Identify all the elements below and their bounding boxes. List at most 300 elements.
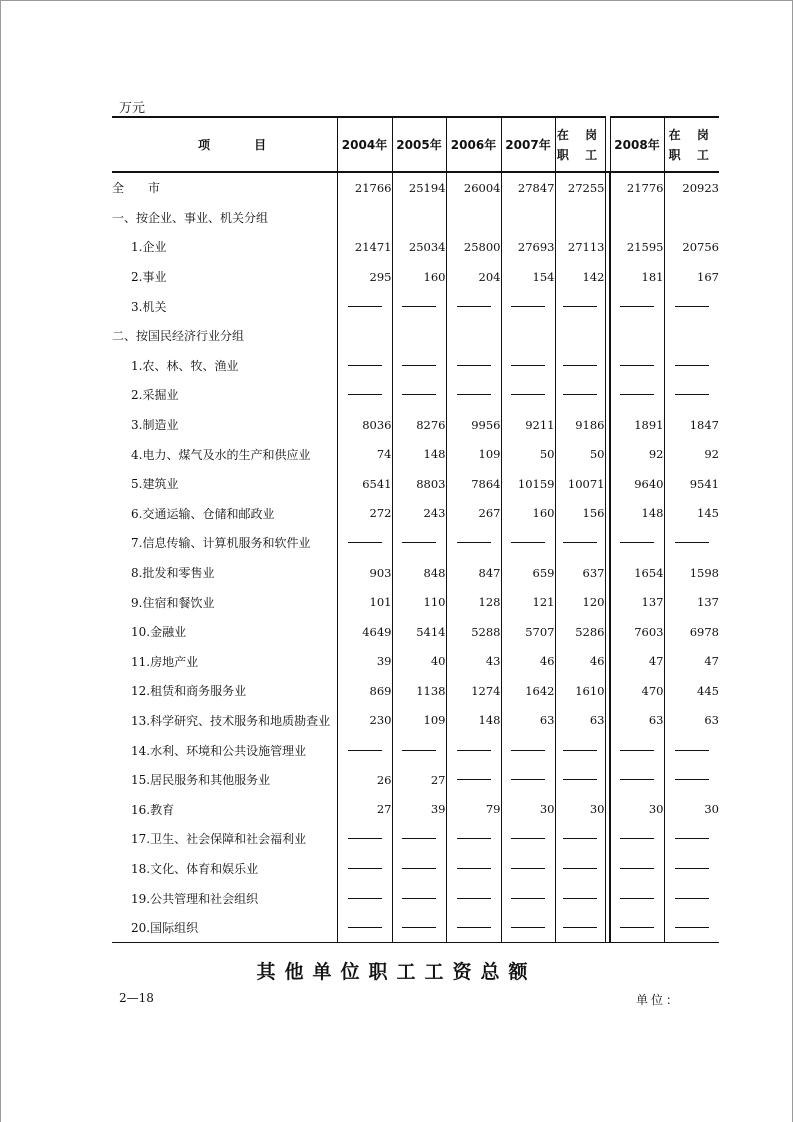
- cell-2006: 148: [446, 706, 501, 736]
- cell-2008-onpost: [664, 824, 719, 854]
- no-data-dash: [457, 394, 491, 395]
- cell-2008-onpost: [664, 883, 719, 913]
- no-data-dash: [511, 838, 545, 839]
- cell-2006: 7864: [446, 469, 501, 499]
- cell-2008-onpost: 1598: [664, 558, 719, 588]
- row-label: 6.交通运输、仓储和邮政业: [131, 506, 275, 521]
- cell-2006: 109: [446, 439, 501, 469]
- no-data-dash: [675, 542, 709, 543]
- no-data-dash: [675, 838, 709, 839]
- cell-2008-onpost: [664, 735, 719, 765]
- page-border-left: [0, 0, 1, 1122]
- cell-2008: 470: [610, 676, 664, 706]
- cell-2008: [610, 321, 664, 351]
- cell-2008-onpost: [664, 321, 719, 351]
- cell-2006: 9956: [446, 410, 501, 440]
- cell-2006: [446, 824, 501, 854]
- cell-2008: [610, 883, 664, 913]
- cell-2005: 110: [392, 587, 446, 617]
- cell-2004: [337, 380, 392, 410]
- cell-2008-onpost: 20923: [664, 172, 719, 203]
- cell-2004: 869: [337, 676, 392, 706]
- table-row: [112, 854, 719, 884]
- cell-2007: 154: [501, 262, 555, 292]
- cell-2005: [392, 321, 446, 351]
- cell-2006: [446, 321, 501, 351]
- row-label: 2.事业: [131, 270, 167, 285]
- header-2008-onpost-line1: 在 岗: [668, 127, 715, 142]
- cell-2007: 27693: [501, 232, 555, 262]
- cell-2005: [392, 380, 446, 410]
- cell-2006: [446, 291, 501, 321]
- cell-2005: 5414: [392, 617, 446, 647]
- cell-2007-onpost: [555, 913, 605, 943]
- no-data-dash: [620, 306, 654, 307]
- cell-2007-onpost: 142: [555, 262, 605, 292]
- cell-2008-onpost: 63: [664, 706, 719, 736]
- cell-2005: 25034: [392, 232, 446, 262]
- no-data-dash: [620, 365, 654, 366]
- table-row: [112, 203, 719, 233]
- cell-2008-onpost: [664, 765, 719, 795]
- cell-2006: 5288: [446, 617, 501, 647]
- cell-2004: 6541: [337, 469, 392, 499]
- no-data-dash: [620, 898, 654, 899]
- no-data-dash: [511, 898, 545, 899]
- table-row: [112, 794, 719, 824]
- cell-2008-onpost: 6978: [664, 617, 719, 647]
- table-row: [112, 291, 719, 321]
- cell-2006: [446, 380, 501, 410]
- cell-2007-onpost: 120: [555, 587, 605, 617]
- no-data-dash: [563, 365, 597, 366]
- row-label: 13.科学研究、技术服务和地质勘查业: [131, 713, 331, 728]
- table-header-row: [112, 117, 719, 172]
- row-label: 3.制造业: [131, 418, 179, 433]
- row-label: 2.采掘业: [131, 388, 179, 403]
- no-data-dash: [511, 394, 545, 395]
- cell-2008: 63: [610, 706, 664, 736]
- row-label: 5.建筑业: [131, 477, 179, 492]
- no-data-dash: [620, 750, 654, 751]
- cell-2007-onpost: 50: [555, 439, 605, 469]
- no-data-dash: [402, 365, 436, 366]
- cell-2006: 847: [446, 558, 501, 588]
- cell-2004: [337, 883, 392, 913]
- no-data-dash: [620, 868, 654, 869]
- header-2008: 2008年: [610, 117, 664, 172]
- cell-2008-onpost: [664, 913, 719, 943]
- cell-2005: 1138: [392, 676, 446, 706]
- cell-2004: 27: [337, 794, 392, 824]
- cell-2006: [446, 351, 501, 381]
- cell-2004: [337, 351, 392, 381]
- header-2007-onpost: [555, 117, 605, 172]
- no-data-dash: [348, 542, 382, 543]
- row-label: 4.电力、煤气及水的生产和供应业: [131, 447, 311, 462]
- cell-2006: 79: [446, 794, 501, 824]
- no-data-dash: [511, 365, 545, 366]
- no-data-dash: [402, 898, 436, 899]
- no-data-dash: [675, 868, 709, 869]
- page-title: 其他单位职工工资总额: [256, 961, 537, 983]
- cell-2005: 8803: [392, 469, 446, 499]
- cell-2005: 148: [392, 439, 446, 469]
- header-2008-onpost: [664, 117, 719, 172]
- cell-2004: 295: [337, 262, 392, 292]
- cell-2007: [501, 380, 555, 410]
- table-body: [112, 172, 719, 943]
- cell-2007: 9211: [501, 410, 555, 440]
- cell-2004: [337, 528, 392, 558]
- cell-2004: 39: [337, 647, 392, 677]
- cell-2007-onpost: [555, 765, 605, 795]
- row-label: 18.文化、体育和娱乐业: [131, 861, 259, 876]
- cell-2007: 121: [501, 587, 555, 617]
- header-2007-onpost-line2: 职 工: [556, 147, 604, 162]
- no-data-dash: [563, 927, 597, 928]
- cell-2004: [337, 913, 392, 943]
- cell-2005: [392, 883, 446, 913]
- cell-2008-onpost: 445: [664, 676, 719, 706]
- cell-2004: 272: [337, 499, 392, 529]
- cell-2008: 1654: [610, 558, 664, 588]
- cell-2008-onpost: 20756: [664, 232, 719, 262]
- no-data-dash: [457, 898, 491, 899]
- cell-2007: 160: [501, 499, 555, 529]
- cell-2006: [446, 854, 501, 884]
- header-2005: 2005年: [392, 117, 446, 172]
- cell-2004: 101: [337, 587, 392, 617]
- cell-2008-onpost: 145: [664, 499, 719, 529]
- cell-2008: 21595: [610, 232, 664, 262]
- table-row: [112, 172, 719, 203]
- table-row: [112, 647, 719, 677]
- cell-2007-onpost: [555, 528, 605, 558]
- cell-2007-onpost: 30: [555, 794, 605, 824]
- no-data-dash: [457, 927, 491, 928]
- cell-2005: 109: [392, 706, 446, 736]
- no-data-dash: [563, 542, 597, 543]
- cell-2008: [610, 528, 664, 558]
- cell-2004: [337, 824, 392, 854]
- cell-2006: 204: [446, 262, 501, 292]
- cell-2008-onpost: 92: [664, 439, 719, 469]
- no-data-dash: [620, 779, 654, 780]
- header-2004: 2004年: [337, 117, 392, 172]
- cell-2008: 92: [610, 439, 664, 469]
- cell-2004: 8036: [337, 410, 392, 440]
- cell-2007-onpost: [555, 321, 605, 351]
- cell-2007-onpost: 10071: [555, 469, 605, 499]
- table-row: [112, 883, 719, 913]
- row-label: 1.农、林、牧、渔业: [131, 358, 239, 373]
- cell-2008: [610, 765, 664, 795]
- cell-2008: 47: [610, 647, 664, 677]
- cell-2004: 26: [337, 765, 392, 795]
- cell-2005: [392, 824, 446, 854]
- no-data-dash: [563, 394, 597, 395]
- row-label: 3.机关: [131, 299, 167, 314]
- cell-2008: 30: [610, 794, 664, 824]
- cell-2007: [501, 528, 555, 558]
- cell-2007-onpost: [555, 883, 605, 913]
- cell-2006: 267: [446, 499, 501, 529]
- cell-2008: [610, 203, 664, 233]
- row-label: 15.居民服务和其他服务业: [131, 773, 271, 788]
- cell-2008: 1891: [610, 410, 664, 440]
- table-row: [112, 735, 719, 765]
- cell-2006: 25800: [446, 232, 501, 262]
- table-row: [112, 262, 719, 292]
- cell-2007-onpost: 156: [555, 499, 605, 529]
- cell-2006: 43: [446, 647, 501, 677]
- cell-2008-onpost: 167: [664, 262, 719, 292]
- cell-2007: 50: [501, 439, 555, 469]
- cell-2004: 21766: [337, 172, 392, 203]
- cell-2008: [610, 854, 664, 884]
- no-data-dash: [620, 542, 654, 543]
- no-data-dash: [348, 394, 382, 395]
- cell-2008-onpost: 30: [664, 794, 719, 824]
- cell-2006: [446, 883, 501, 913]
- table-row: [112, 410, 719, 440]
- row-label: 19.公共管理和社会组织: [131, 891, 259, 906]
- row-label: 14.水利、环境和公共设施管理业: [131, 743, 307, 758]
- cell-2007-onpost: 63: [555, 706, 605, 736]
- no-data-dash: [563, 306, 597, 307]
- cell-2007-onpost: [555, 735, 605, 765]
- cell-2008-onpost: [664, 854, 719, 884]
- cell-2008: 181: [610, 262, 664, 292]
- row-label: 16.教育: [131, 802, 175, 817]
- table-row: [112, 558, 719, 588]
- no-data-dash: [675, 750, 709, 751]
- no-data-dash: [348, 838, 382, 839]
- header-2007-onpost-line1: 在 岗: [556, 127, 604, 142]
- cell-2008: 7603: [610, 617, 664, 647]
- table-row: [112, 706, 719, 736]
- cell-2008: 21776: [610, 172, 664, 203]
- row-label: 二、按国民经济行业分组: [112, 329, 245, 344]
- cell-2007: [501, 291, 555, 321]
- cell-2008: 148: [610, 499, 664, 529]
- no-data-dash: [457, 750, 491, 751]
- cell-2005: [392, 291, 446, 321]
- no-data-dash: [457, 542, 491, 543]
- cell-2004: [337, 291, 392, 321]
- no-data-dash: [620, 927, 654, 928]
- no-data-dash: [348, 868, 382, 869]
- table-row: [112, 232, 719, 262]
- cell-2006: [446, 735, 501, 765]
- cell-2007: 46: [501, 647, 555, 677]
- table-row: [112, 321, 719, 351]
- page-number: 2—18: [119, 991, 154, 1005]
- cell-2005: [392, 735, 446, 765]
- cell-2007: [501, 351, 555, 381]
- cell-2008-onpost: [664, 291, 719, 321]
- cell-2004: [337, 321, 392, 351]
- table-row: [112, 617, 719, 647]
- cell-2007: 10159: [501, 469, 555, 499]
- cell-2004: [337, 735, 392, 765]
- cell-2007-onpost: [555, 291, 605, 321]
- cell-2005: 848: [392, 558, 446, 588]
- cell-2008-onpost: [664, 351, 719, 381]
- cell-2007-onpost: [555, 380, 605, 410]
- no-data-dash: [402, 868, 436, 869]
- no-data-dash: [563, 838, 597, 839]
- table-row: [112, 913, 719, 943]
- cell-2005: [392, 854, 446, 884]
- cell-2008: [610, 824, 664, 854]
- cell-2007: [501, 321, 555, 351]
- row-label: 1.企业: [131, 240, 167, 255]
- no-data-dash: [675, 394, 709, 395]
- cell-2006: 1274: [446, 676, 501, 706]
- cell-2007-onpost: 5286: [555, 617, 605, 647]
- no-data-dash: [563, 779, 597, 780]
- cell-2005: 25194: [392, 172, 446, 203]
- table-row: [112, 469, 719, 499]
- cell-2007-onpost: [555, 351, 605, 381]
- no-data-dash: [563, 750, 597, 751]
- cell-2007-onpost: 9186: [555, 410, 605, 440]
- cell-2007-onpost: [555, 824, 605, 854]
- cell-2004: [337, 203, 392, 233]
- cell-2006: [446, 765, 501, 795]
- no-data-dash: [348, 750, 382, 751]
- cell-2005: 27: [392, 765, 446, 795]
- cell-2007: 63: [501, 706, 555, 736]
- no-data-dash: [563, 898, 597, 899]
- no-data-dash: [348, 927, 382, 928]
- no-data-dash: [511, 779, 545, 780]
- cell-2005: 243: [392, 499, 446, 529]
- cell-2005: 40: [392, 647, 446, 677]
- row-label: 10.金融业: [131, 625, 187, 640]
- cell-2007: [501, 735, 555, 765]
- cell-2004: 74: [337, 439, 392, 469]
- no-data-dash: [402, 306, 436, 307]
- salary-table: [112, 116, 719, 943]
- table-row: [112, 765, 719, 795]
- no-data-dash: [675, 365, 709, 366]
- no-data-dash: [511, 306, 545, 307]
- cell-2007: 27847: [501, 172, 555, 203]
- no-data-dash: [348, 306, 382, 307]
- no-data-dash: [675, 306, 709, 307]
- cell-2007-onpost: 27113: [555, 232, 605, 262]
- cell-2008-onpost: [664, 380, 719, 410]
- row-label: 17.卫生、社会保障和社会福利业: [131, 832, 307, 847]
- row-label: 12.租赁和商务服务业: [131, 684, 247, 699]
- no-data-dash: [348, 898, 382, 899]
- no-data-dash: [457, 868, 491, 869]
- cell-2006: 26004: [446, 172, 501, 203]
- cell-2008: [610, 351, 664, 381]
- table-row: [112, 528, 719, 558]
- cell-2007: [501, 765, 555, 795]
- cell-2004: [337, 854, 392, 884]
- cell-2007-onpost: 46: [555, 647, 605, 677]
- cell-2007: [501, 913, 555, 943]
- cell-2007: [501, 824, 555, 854]
- cell-2008-onpost: 47: [664, 647, 719, 677]
- cell-2005: 39: [392, 794, 446, 824]
- cell-2008-onpost: 1847: [664, 410, 719, 440]
- cell-2008-onpost: 137: [664, 587, 719, 617]
- no-data-dash: [511, 927, 545, 928]
- row-label: 8.批发和零售业: [131, 566, 215, 581]
- no-data-dash: [675, 927, 709, 928]
- cell-2007: 1642: [501, 676, 555, 706]
- row-label: 11.房地产业: [131, 654, 199, 669]
- no-data-dash: [563, 868, 597, 869]
- cell-2007: 659: [501, 558, 555, 588]
- cell-2005: [392, 351, 446, 381]
- no-data-dash: [402, 838, 436, 839]
- cell-2006: [446, 203, 501, 233]
- cell-2004: 21471: [337, 232, 392, 262]
- cell-2006: 128: [446, 587, 501, 617]
- cell-2007-onpost: 1610: [555, 676, 605, 706]
- cell-2007-onpost: [555, 854, 605, 884]
- cell-2007-onpost: [555, 203, 605, 233]
- row-label: 9.住宿和餐饮业: [131, 595, 215, 610]
- cell-2005: [392, 913, 446, 943]
- header-item: 项 目: [112, 117, 337, 172]
- row-label: 一、按企业、事业、机关分组: [112, 210, 269, 225]
- row-label: 7.信息传输、计算机服务和软件业: [131, 536, 311, 551]
- cell-2007: 5707: [501, 617, 555, 647]
- header-2008-onpost-line2: 职 工: [668, 147, 715, 162]
- cell-2004: 230: [337, 706, 392, 736]
- cell-2005: 160: [392, 262, 446, 292]
- cell-2008: 9640: [610, 469, 664, 499]
- row-label: 20.国际组织: [112, 913, 337, 943]
- table-row: [112, 380, 719, 410]
- cell-2007: 30: [501, 794, 555, 824]
- cell-2008: [610, 735, 664, 765]
- no-data-dash: [457, 306, 491, 307]
- cell-2007-onpost: 27255: [555, 172, 605, 203]
- header-2007: 2007年: [501, 117, 555, 172]
- cell-2008: [610, 380, 664, 410]
- table-row: [112, 439, 719, 469]
- cell-2007-onpost: 637: [555, 558, 605, 588]
- no-data-dash: [511, 750, 545, 751]
- no-data-dash: [675, 779, 709, 780]
- cell-2004: 4649: [337, 617, 392, 647]
- cell-2005: [392, 528, 446, 558]
- no-data-dash: [402, 927, 436, 928]
- table-row: [112, 587, 719, 617]
- page-border-top: [0, 0, 792, 1]
- no-data-dash: [457, 838, 491, 839]
- header-2006: 2006年: [446, 117, 501, 172]
- row-label: 全 市: [112, 181, 161, 196]
- cell-2008-onpost: 9541: [664, 469, 719, 499]
- table-row: [112, 824, 719, 854]
- no-data-dash: [402, 750, 436, 751]
- cell-2008-onpost: [664, 203, 719, 233]
- no-data-dash: [620, 838, 654, 839]
- no-data-dash: [457, 365, 491, 366]
- no-data-dash: [402, 542, 436, 543]
- cell-2008-onpost: [664, 528, 719, 558]
